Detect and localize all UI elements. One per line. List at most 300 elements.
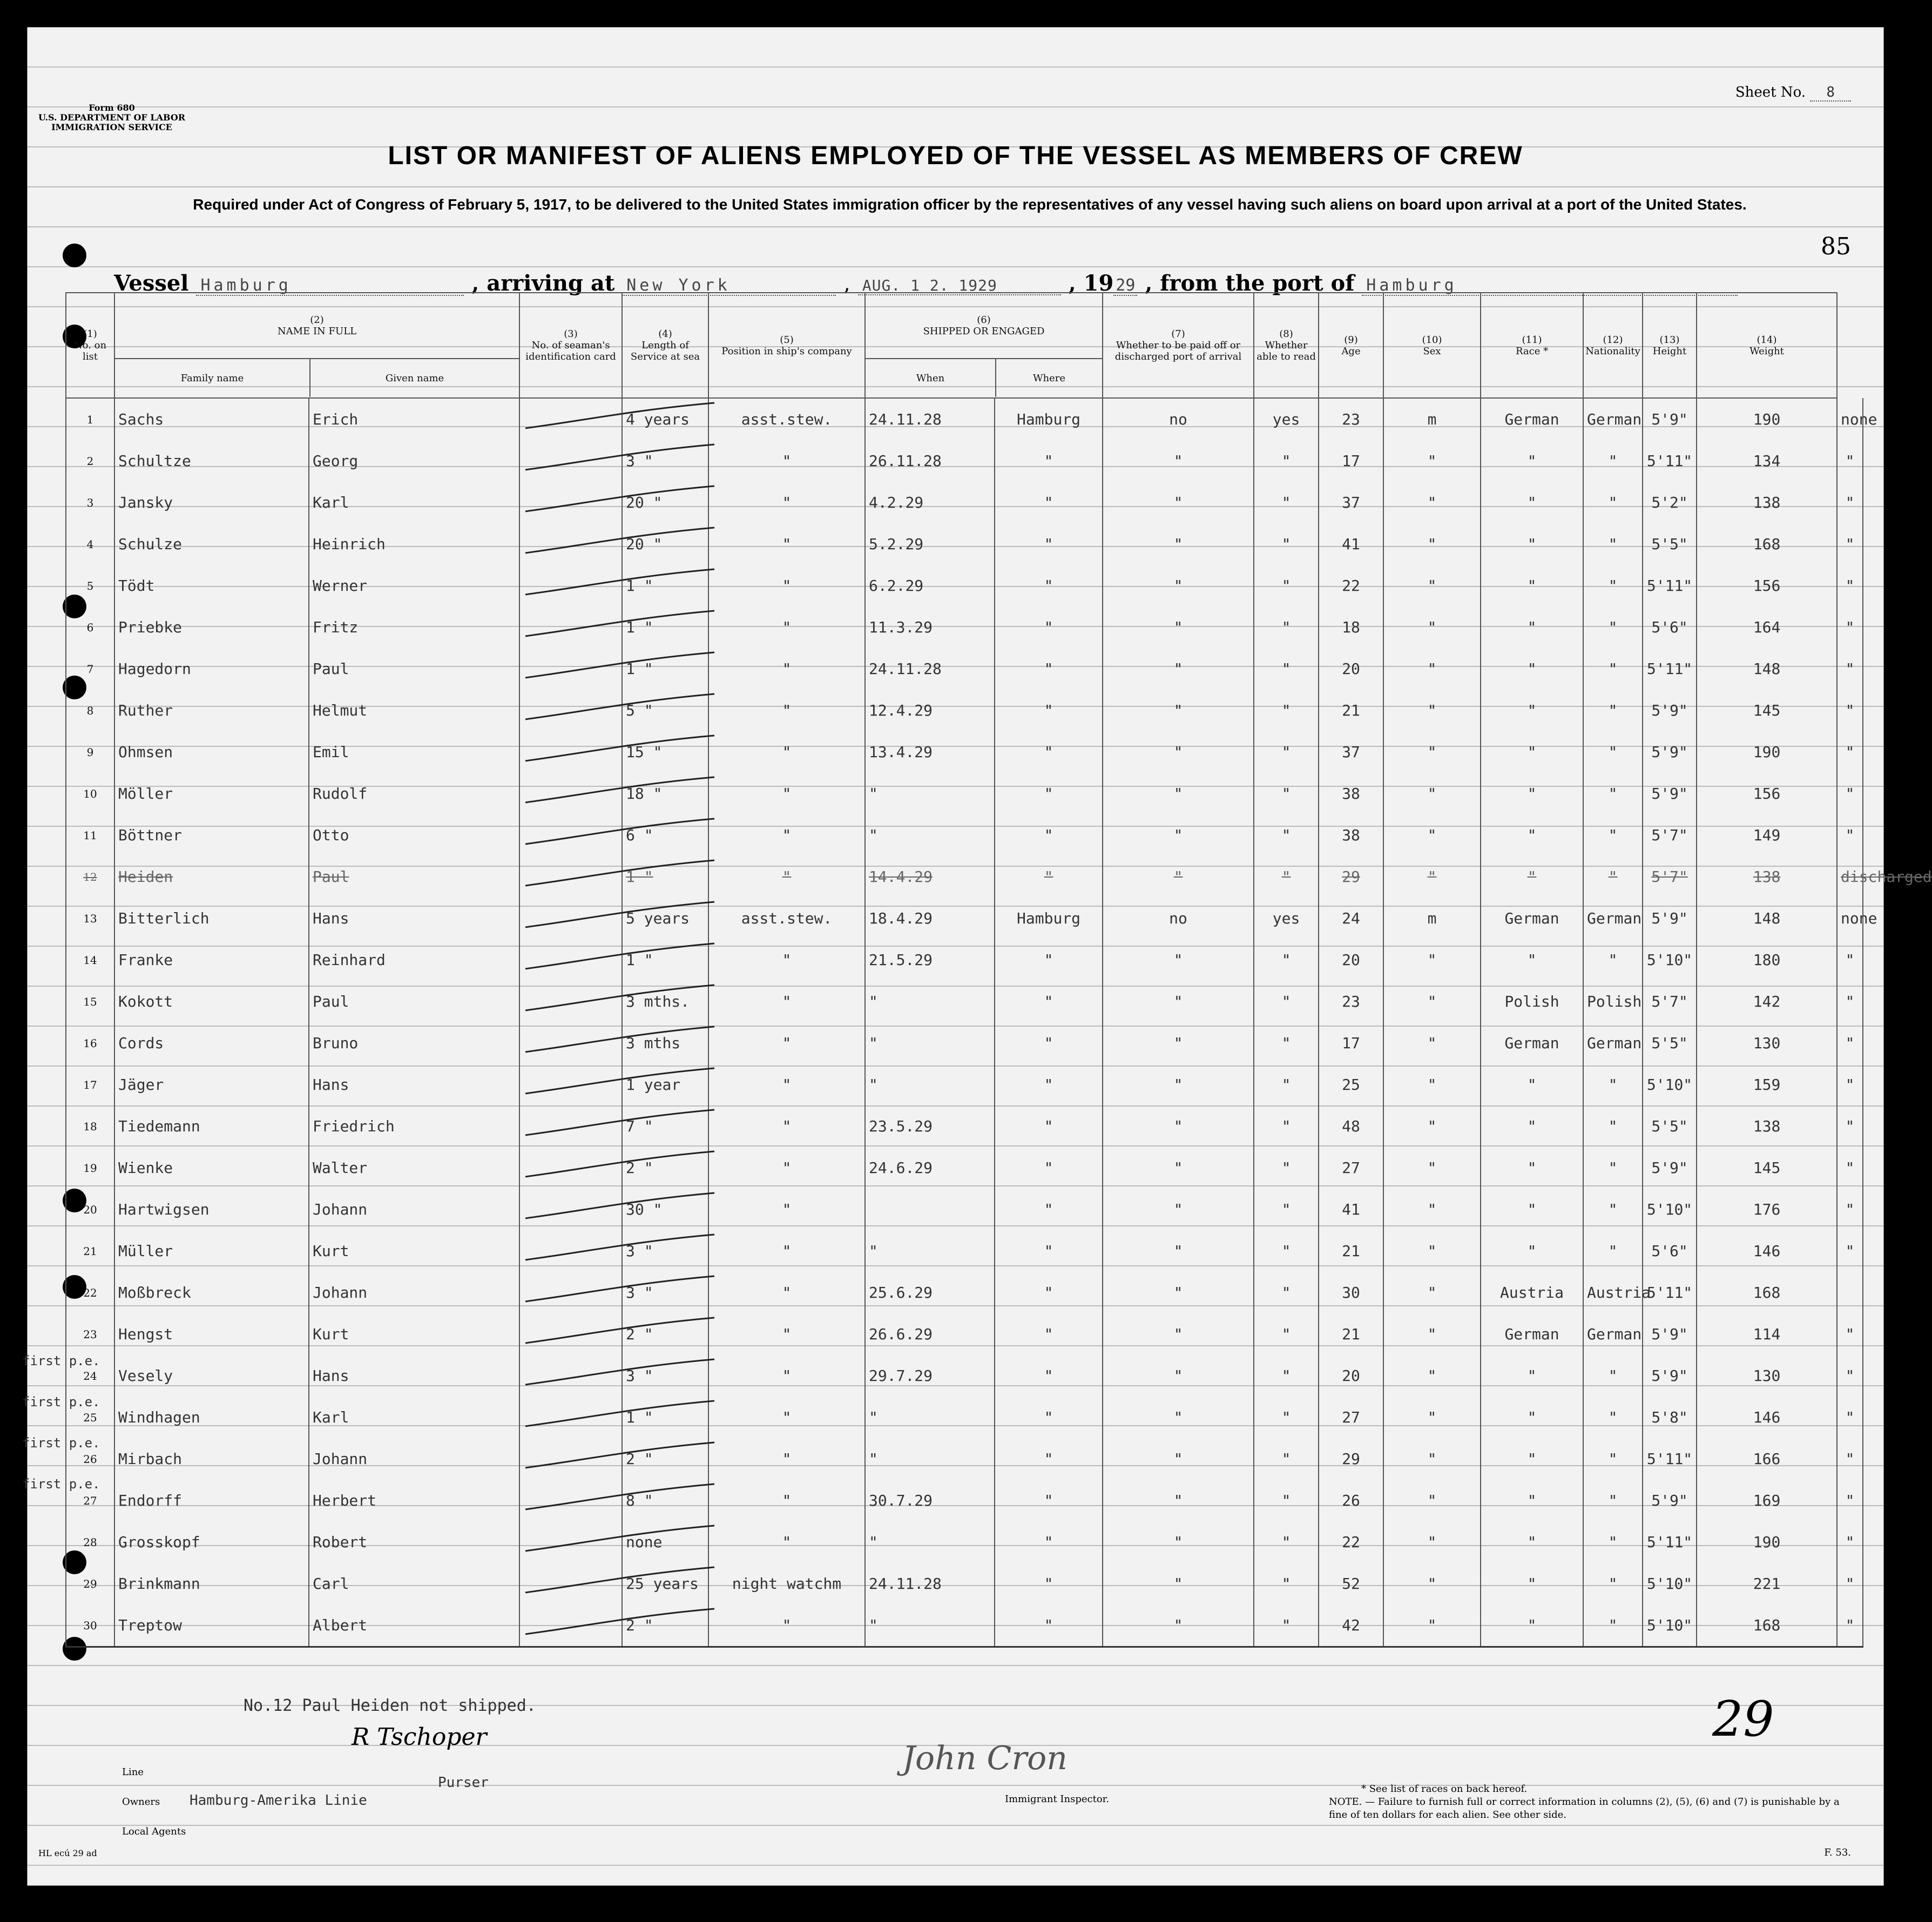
cell-family: Bitterlich xyxy=(114,898,309,939)
cell-no: 25 xyxy=(66,1397,114,1438)
shipped-where-header: Where xyxy=(1033,372,1066,384)
cell-when: 26.11.28 xyxy=(865,440,995,482)
cell-service: 1 " xyxy=(622,939,708,981)
cell-no: 4 xyxy=(66,523,114,565)
cell-height: 5'11" xyxy=(1643,1521,1697,1563)
cell-marks: " xyxy=(1837,482,1863,523)
cell-sex: " xyxy=(1383,731,1481,773)
cell-sex: " xyxy=(1383,1022,1481,1064)
id-card-slash xyxy=(520,1022,720,1060)
cell-when: " xyxy=(865,1230,995,1272)
cell-race: German xyxy=(1481,398,1583,440)
col-shipped-header: (6) SHIPPED OR ENGAGED When Where xyxy=(865,293,1103,398)
cell-no: 14 xyxy=(66,939,114,981)
cell-where: " xyxy=(995,606,1103,648)
cell-when: 21.5.29 xyxy=(865,939,995,981)
col-nationality-header: (12) Nationality xyxy=(1583,293,1643,398)
id-card-slash xyxy=(520,482,720,520)
cell-weight: 169 xyxy=(1697,1480,1837,1521)
cell-age: 23 xyxy=(1319,398,1383,440)
cell-service: 3 " xyxy=(622,1272,708,1313)
cell-weight: 166 xyxy=(1697,1438,1837,1480)
cell-paid: " xyxy=(1103,1064,1254,1105)
cell-read: " xyxy=(1254,1480,1319,1521)
cell-service: 2 " xyxy=(622,1147,708,1189)
department-name: U.S. DEPARTMENT OF LABOR xyxy=(38,112,186,123)
cell-weight: 176 xyxy=(1697,1189,1837,1230)
cell-weight: 142 xyxy=(1697,981,1837,1022)
cell-age: 17 xyxy=(1319,1022,1383,1064)
cell-nationality: " xyxy=(1583,1105,1643,1147)
cell-age: 20 xyxy=(1319,648,1383,690)
cell-paid: " xyxy=(1103,565,1254,606)
cell-age: 18 xyxy=(1319,606,1383,648)
cell-no: 1 xyxy=(66,398,114,440)
id-card-slash xyxy=(520,981,720,1019)
cell-race: " xyxy=(1481,690,1583,731)
col-sex-header: (10) Sex xyxy=(1383,293,1481,398)
local-agents-label: Local Agents xyxy=(122,1826,186,1837)
cell-service: 1 " xyxy=(622,856,708,898)
cell-height: 5'7" xyxy=(1643,856,1697,898)
cell-marks: " xyxy=(1837,1521,1863,1563)
cell-where: " xyxy=(995,1355,1103,1397)
cell-given: Helmut xyxy=(309,690,519,731)
cell-where: " xyxy=(995,1480,1103,1521)
purser-label: Purser xyxy=(438,1775,489,1791)
cell-height: 5'9" xyxy=(1643,1313,1697,1355)
cell-card xyxy=(519,1230,622,1272)
cell-where: " xyxy=(995,440,1103,482)
cell-when: " xyxy=(865,1438,995,1480)
cell-no: 15 xyxy=(66,981,114,1022)
cell-when: " xyxy=(865,773,995,814)
cell-weight: 114 xyxy=(1697,1313,1837,1355)
cell-read: yes xyxy=(1254,898,1319,939)
col-name-header: (2) NAME IN FULL Family name Given name xyxy=(114,293,519,398)
cell-height: 5'11" xyxy=(1643,440,1697,482)
cell-read: " xyxy=(1254,1521,1319,1563)
cell-given: Hans xyxy=(309,1064,519,1105)
line-label: Line xyxy=(122,1766,144,1778)
cell-service: 3 mths xyxy=(622,1022,708,1064)
cell-nationality: " xyxy=(1583,939,1643,981)
margin-annotation: first p.e. xyxy=(22,1394,100,1410)
cell-card xyxy=(519,482,622,523)
cell-sex: " xyxy=(1383,856,1481,898)
table-row xyxy=(66,1230,1863,1272)
cell-service: 7 " xyxy=(622,1105,708,1147)
cell-where: " xyxy=(995,565,1103,606)
form-number: Form 680 xyxy=(89,103,135,113)
cell-race: " xyxy=(1481,1189,1583,1230)
table-header xyxy=(66,293,1863,398)
cell-read: " xyxy=(1254,1563,1319,1604)
cell-where: " xyxy=(995,1438,1103,1480)
cell-when: 24.11.28 xyxy=(865,1563,995,1604)
table-row xyxy=(66,1480,1863,1521)
id-card-slash xyxy=(520,1438,720,1476)
cell-card xyxy=(519,856,622,898)
cell-marks: none xyxy=(1837,898,1863,939)
cell-height: 5'9" xyxy=(1643,398,1697,440)
table-row xyxy=(66,690,1863,731)
cell-read: " xyxy=(1254,565,1319,606)
cell-height: 5'10" xyxy=(1643,1064,1697,1105)
cell-height: 5'10" xyxy=(1643,1189,1697,1230)
cell-sex: m xyxy=(1383,398,1481,440)
cell-service: 25 years xyxy=(622,1563,708,1604)
cell-race: " xyxy=(1481,1438,1583,1480)
id-card-slash xyxy=(520,898,720,935)
cell-sex: " xyxy=(1383,1563,1481,1604)
cell-given: Fritz xyxy=(309,606,519,648)
margin-annotation: first p.e. xyxy=(22,1476,100,1492)
cell-sex: " xyxy=(1383,1313,1481,1355)
col-weight-header: (14) Weight xyxy=(1697,293,1837,398)
cell-paid: " xyxy=(1103,981,1254,1022)
cell-weight: 156 xyxy=(1697,773,1837,814)
cell-paid: no xyxy=(1103,398,1254,440)
cell-race: " xyxy=(1481,606,1583,648)
cell-when: 24.6.29 xyxy=(865,1147,995,1189)
cell-age: 21 xyxy=(1319,1313,1383,1355)
cell-where: " xyxy=(995,648,1103,690)
cell-sex: " xyxy=(1383,1230,1481,1272)
cell-marks: " xyxy=(1837,1355,1863,1397)
cell-where: " xyxy=(995,1563,1103,1604)
cell-family: Priebke xyxy=(114,606,309,648)
col-position-header: (5) Position in ship's company xyxy=(708,293,865,398)
cell-given: Otto xyxy=(309,814,519,856)
table-row xyxy=(66,1604,1863,1647)
cell-paid: " xyxy=(1103,731,1254,773)
cell-when: 13.4.29 xyxy=(865,731,995,773)
cell-sex: " xyxy=(1383,523,1481,565)
table-row xyxy=(66,1147,1863,1189)
cell-where: Hamburg xyxy=(995,898,1103,939)
cell-paid: " xyxy=(1103,1355,1254,1397)
cell-where: " xyxy=(995,731,1103,773)
cell-weight: 190 xyxy=(1697,1521,1837,1563)
cell-read: yes xyxy=(1254,398,1319,440)
cell-when: 24.11.28 xyxy=(865,648,995,690)
cell-no: 19 xyxy=(66,1147,114,1189)
cell-position: " xyxy=(708,482,865,523)
cell-marks: " xyxy=(1837,981,1863,1022)
cell-no: 7 xyxy=(66,648,114,690)
cell-position: asst.stew. xyxy=(708,398,865,440)
cell-position: " xyxy=(708,440,865,482)
cell-where: " xyxy=(995,690,1103,731)
cell-weight: 156 xyxy=(1697,565,1837,606)
cell-family: Franke xyxy=(114,939,309,981)
cell-read: " xyxy=(1254,773,1319,814)
cell-when: " xyxy=(865,1064,995,1105)
cell-no: 12 xyxy=(66,856,114,898)
cell-no: 27 xyxy=(66,1480,114,1521)
cell-weight: 148 xyxy=(1697,898,1837,939)
cell-height: 5'2" xyxy=(1643,482,1697,523)
col-service-header: (4) Length of Service at sea xyxy=(622,293,708,398)
cell-age: 21 xyxy=(1319,690,1383,731)
cell-height: 5'9" xyxy=(1643,1480,1697,1521)
table-row xyxy=(66,1521,1863,1563)
cell-nationality: " xyxy=(1583,565,1643,606)
cell-sex: " xyxy=(1383,1105,1481,1147)
cell-no: 26 xyxy=(66,1438,114,1480)
cell-weight: 190 xyxy=(1697,398,1837,440)
cell-service: 18 " xyxy=(622,773,708,814)
id-card-slash xyxy=(520,773,720,811)
cell-card xyxy=(519,1022,622,1064)
cell-position: " xyxy=(708,1604,865,1647)
cell-family: Wienke xyxy=(114,1147,309,1189)
cell-service: 5 " xyxy=(622,690,708,731)
cell-family: Windhagen xyxy=(114,1397,309,1438)
cell-marks: " xyxy=(1837,939,1863,981)
cell-position: " xyxy=(708,1105,865,1147)
cell-sex: " xyxy=(1383,1521,1481,1563)
table-row xyxy=(66,1272,1863,1313)
col-height-header: (13) Height xyxy=(1643,293,1697,398)
cell-weight: 168 xyxy=(1697,523,1837,565)
cell-card xyxy=(519,1313,622,1355)
cell-height: 5'10" xyxy=(1643,939,1697,981)
cell-service: 1 year xyxy=(622,1064,708,1105)
cell-given: Emil xyxy=(309,731,519,773)
cell-weight: 190 xyxy=(1697,731,1837,773)
id-card-slash xyxy=(520,1480,720,1518)
cell-when: 5.2.29 xyxy=(865,523,995,565)
cell-service: 30 " xyxy=(622,1189,708,1230)
cell-paid: " xyxy=(1103,482,1254,523)
cell-service: 1 " xyxy=(622,1397,708,1438)
cell-family: Mirbach xyxy=(114,1438,309,1480)
cell-family: Endorff xyxy=(114,1480,309,1521)
cell-when: 29.7.29 xyxy=(865,1355,995,1397)
cell-marks: " xyxy=(1837,1480,1863,1521)
cell-position: " xyxy=(708,1189,865,1230)
cell-height: 5'9" xyxy=(1643,1147,1697,1189)
cell-race: " xyxy=(1481,648,1583,690)
inspector-label: Immigrant Inspector. xyxy=(1005,1793,1110,1805)
date-stamp: AUG. 1 2. 1929 xyxy=(858,277,1061,295)
cell-nationality: German xyxy=(1583,1313,1643,1355)
cell-given: Hans xyxy=(309,898,519,939)
cell-height: 5'11" xyxy=(1643,1438,1697,1480)
table-row xyxy=(66,1397,1863,1438)
cell-where: " xyxy=(995,1313,1103,1355)
cell-read: " xyxy=(1254,648,1319,690)
arrival-port: New York xyxy=(622,276,836,296)
cell-read: " xyxy=(1254,1105,1319,1147)
cell-sex: " xyxy=(1383,1272,1481,1313)
cell-sex: " xyxy=(1383,606,1481,648)
id-card-slash xyxy=(520,856,720,894)
cell-race: " xyxy=(1481,1563,1583,1604)
corner-number: 85 xyxy=(1821,233,1851,260)
cell-when: 24.11.28 xyxy=(865,398,995,440)
cell-where: " xyxy=(995,523,1103,565)
cell-paid: " xyxy=(1103,856,1254,898)
cell-height: 5'10" xyxy=(1643,1604,1697,1647)
cell-position: " xyxy=(708,1521,865,1563)
cell-card xyxy=(519,565,622,606)
sheet-number: 8 xyxy=(1810,84,1851,102)
cell-no: 28 xyxy=(66,1521,114,1563)
cell-height: 5'5" xyxy=(1643,1022,1697,1064)
cell-weight: 164 xyxy=(1697,606,1837,648)
cell-family: Sachs xyxy=(114,398,309,440)
cell-read: " xyxy=(1254,1189,1319,1230)
table-row xyxy=(66,482,1863,523)
cell-marks: " xyxy=(1837,1064,1863,1105)
table-row xyxy=(66,939,1863,981)
cell-nationality: " xyxy=(1583,773,1643,814)
cell-card xyxy=(519,1563,622,1604)
cell-read: " xyxy=(1254,482,1319,523)
cell-where: " xyxy=(995,1105,1103,1147)
id-card-slash xyxy=(520,1272,720,1310)
footer-notes xyxy=(1329,1783,1842,1822)
cell-service: 2 " xyxy=(622,1604,708,1647)
cell-marks: " xyxy=(1837,440,1863,482)
cell-where: " xyxy=(995,814,1103,856)
cell-where: " xyxy=(995,1272,1103,1313)
cell-read: " xyxy=(1254,690,1319,731)
page-subtitle: Required under Act of Congress of February 5, 1917, to be delivered to the United States immigration officer by the representatives of any vessel having such aliens on board upon arrival at a port of the United States. xyxy=(193,196,1747,213)
cell-marks: " xyxy=(1837,1313,1863,1355)
from-label: , from the port of xyxy=(1145,271,1355,296)
cell-age: 52 xyxy=(1319,1563,1383,1604)
cell-position: " xyxy=(708,773,865,814)
cell-paid: " xyxy=(1103,1563,1254,1604)
cell-race: " xyxy=(1481,773,1583,814)
table-row xyxy=(66,440,1863,482)
cell-given: Kurt xyxy=(309,1313,519,1355)
id-card-slash xyxy=(520,814,720,852)
margin-annotation: first p.e. xyxy=(22,1353,100,1368)
cell-no: 18 xyxy=(66,1105,114,1147)
cell-nationality: " xyxy=(1583,690,1643,731)
cell-nationality: " xyxy=(1583,1064,1643,1105)
cell-where: " xyxy=(995,1397,1103,1438)
crew-table xyxy=(65,292,1932,1648)
cell-marks: " xyxy=(1837,1022,1863,1064)
cell-service: 6 " xyxy=(622,814,708,856)
cell-marks: discharged xyxy=(1837,856,1863,898)
cell-when: " xyxy=(865,981,995,1022)
cell-given: Rudolf xyxy=(309,773,519,814)
cell-given: Paul xyxy=(309,981,519,1022)
cell-age: 29 xyxy=(1319,856,1383,898)
cell-height: 5'10" xyxy=(1643,1563,1697,1604)
cell-no: 13 xyxy=(66,898,114,939)
table-row xyxy=(66,731,1863,773)
form-code-left: HL ecú 29 ad xyxy=(38,1848,97,1858)
cell-sex: " xyxy=(1383,1189,1481,1230)
cell-no: 3 xyxy=(66,482,114,523)
given-name-header: Given name xyxy=(385,372,444,384)
cell-card xyxy=(519,1189,622,1230)
cell-sex: " xyxy=(1383,981,1481,1022)
departure-port: Hamburg xyxy=(1362,276,1738,296)
cell-race: " xyxy=(1481,939,1583,981)
cell-sex: " xyxy=(1383,1397,1481,1438)
cell-when: 23.5.29 xyxy=(865,1105,995,1147)
cell-card xyxy=(519,398,622,440)
cell-given: Johann xyxy=(309,1189,519,1230)
cell-sex: " xyxy=(1383,814,1481,856)
cell-marks xyxy=(1837,1272,1863,1313)
crew-table-wrapper xyxy=(65,292,1932,1648)
cell-paid: " xyxy=(1103,1189,1254,1230)
cell-card xyxy=(519,1521,622,1563)
cell-no: 9 xyxy=(66,731,114,773)
cell-where: " xyxy=(995,981,1103,1022)
cell-when: " xyxy=(865,1521,995,1563)
cell-weight: 145 xyxy=(1697,1147,1837,1189)
cell-when: 30.7.29 xyxy=(865,1480,995,1521)
cell-race: " xyxy=(1481,523,1583,565)
table-row xyxy=(66,1064,1863,1105)
cell-age: 27 xyxy=(1319,1397,1383,1438)
cell-age: 37 xyxy=(1319,731,1383,773)
table-row xyxy=(66,1105,1863,1147)
family-name-header: Family name xyxy=(115,359,310,397)
col-age-header: (9) Age xyxy=(1319,293,1383,398)
cell-height: 5'11" xyxy=(1643,1272,1697,1313)
cell-marks: none xyxy=(1837,398,1863,440)
cell-read: " xyxy=(1254,1313,1319,1355)
cell-sex: " xyxy=(1383,565,1481,606)
cell-paid: " xyxy=(1103,773,1254,814)
id-card-slash xyxy=(520,440,720,478)
cell-card xyxy=(519,440,622,482)
owners-value: Hamburg-Amerika Linie xyxy=(190,1792,367,1809)
cell-where: " xyxy=(995,773,1103,814)
cell-marks: " xyxy=(1837,1147,1863,1189)
cell-position: " xyxy=(708,1022,865,1064)
sheet-label: Sheet No. xyxy=(1735,84,1806,100)
cell-height: 5'8" xyxy=(1643,1397,1697,1438)
cell-position: " xyxy=(708,1480,865,1521)
cell-marks: " xyxy=(1837,1230,1863,1272)
cell-height: 5'11" xyxy=(1643,648,1697,690)
cell-given: Bruno xyxy=(309,1022,519,1064)
col-race-header: (11) Race * xyxy=(1481,293,1583,398)
cell-no: 22 xyxy=(66,1272,114,1313)
cell-service: 3 mths. xyxy=(622,981,708,1022)
cell-card xyxy=(519,1480,622,1521)
cell-position: " xyxy=(708,1355,865,1397)
cell-read: " xyxy=(1254,1604,1319,1647)
table-row xyxy=(66,398,1863,440)
table-row xyxy=(66,856,1863,898)
cell-paid: " xyxy=(1103,1022,1254,1064)
cell-card xyxy=(519,939,622,981)
cell-position: " xyxy=(708,981,865,1022)
cell-race: " xyxy=(1481,1105,1583,1147)
cell-marks: " xyxy=(1837,773,1863,814)
cell-family: Grosskopf xyxy=(114,1521,309,1563)
sheet-number-field xyxy=(1735,84,1851,100)
cell-age: 27 xyxy=(1319,1147,1383,1189)
cell-weight: 149 xyxy=(1697,814,1837,856)
table-row xyxy=(66,1189,1863,1230)
cell-service: 15 " xyxy=(622,731,708,773)
